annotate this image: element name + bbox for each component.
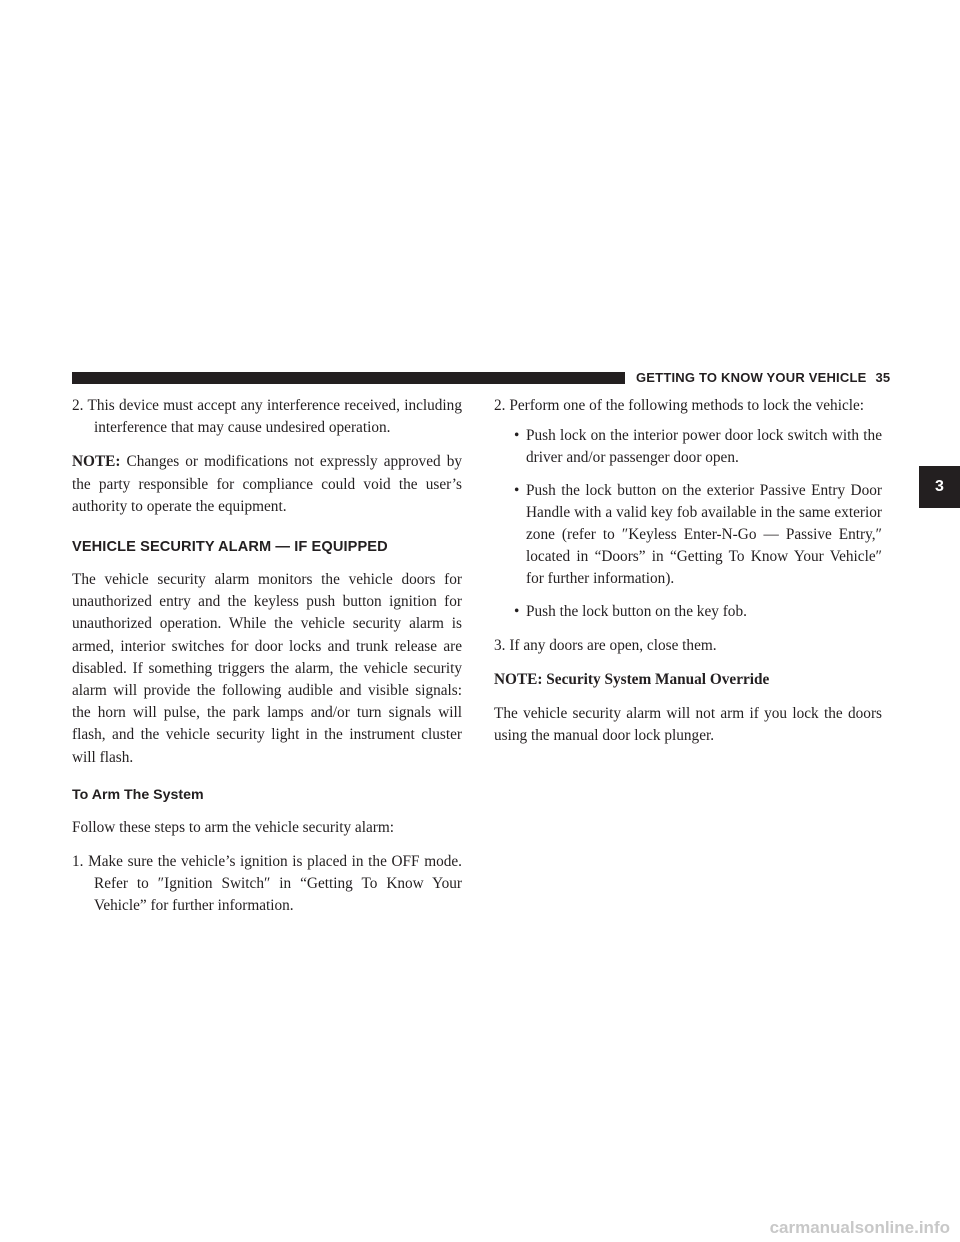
bullet-dot: • — [514, 427, 520, 445]
header-rule — [72, 372, 625, 384]
bullet-dot: • — [514, 481, 520, 499]
running-head — [636, 369, 891, 387]
item-text: This device must accept any interference received, including interference that may cause undesired operation. — [87, 397, 462, 437]
subheading: To Arm The System — [72, 786, 204, 803]
bullet-item — [494, 480, 882, 591]
note-paragraph — [72, 451, 462, 518]
bullet-text: Push the lock button on the exterior Passive Entry Door Handle with a valid key fob available in the same exterior zone (refer to ″Keyless Enter-N-Go — Passive Entry,″ located in “Doors” in “Getting To Know Your Vehicle″ for further information). — [526, 481, 882, 588]
step-number: 2. — [494, 397, 506, 414]
step-2 — [494, 395, 882, 417]
note-text: Changes or modifications not expressly approved by the party responsible for compliance could void the user’s authority to operate the equipment. — [72, 453, 462, 515]
bullet-dot: • — [514, 602, 520, 620]
note-heading: NOTE: Security System Manual Override — [494, 671, 770, 689]
list-item-2 — [72, 395, 462, 439]
bullet-item — [494, 601, 882, 623]
section-heading: VEHICLE SECURITY ALARM — IF EQUIPPED — [72, 539, 388, 556]
right-column — [494, 395, 882, 760]
section-title: GETTING TO KNOW YOUR VEHICLE — [636, 370, 867, 385]
watermark: carmanualsonline.info — [769, 1218, 950, 1237]
note-paragraph: The vehicle security alarm will not arm if you lock the doors using the manual door lock plunger. — [494, 705, 882, 745]
step-text: Perform one of the following methods to lock the vehicle: — [509, 397, 865, 414]
item-number: 2. — [72, 397, 84, 414]
step-1 — [72, 851, 462, 918]
bullet-text: Push the lock button on the key fob. — [526, 602, 747, 620]
left-column — [72, 395, 462, 930]
chapter-tab: 3 — [919, 466, 960, 508]
intro-paragraph: Follow these steps to arm the vehicle security alarm: — [72, 818, 394, 836]
step-text: If any doors are open, close them. — [509, 636, 717, 654]
step-text: Make sure the vehicle’s ignition is placed in the OFF mode. Refer to ″Ignition Switch″ in “Getting To Know Your Vehicle” for further information. — [88, 853, 463, 915]
step-number: 3. — [494, 636, 506, 654]
bullet-text: Push lock on the interior power door lock switch with the driver and/or passenger door open. — [526, 427, 882, 467]
step-3 — [494, 635, 882, 657]
note-label: NOTE: — [72, 453, 121, 471]
step-number: 1. — [72, 853, 84, 871]
page-number: 35 — [875, 370, 891, 385]
bullet-item — [494, 425, 882, 469]
section-paragraph: The vehicle security alarm monitors the vehicle doors for unauthorized entry and the keyless push button ignition for unauthorized operation. While the vehicle security alarm is armed, interior switches for door locks and trunk release are disabled. If something triggers the alarm, the vehicle security alarm will provide the following audible and visible signals: the horn will pulse, the park lamps and/or turn signals will flash, and the vehicle security light in the instrument cluster will flash. — [72, 571, 462, 766]
